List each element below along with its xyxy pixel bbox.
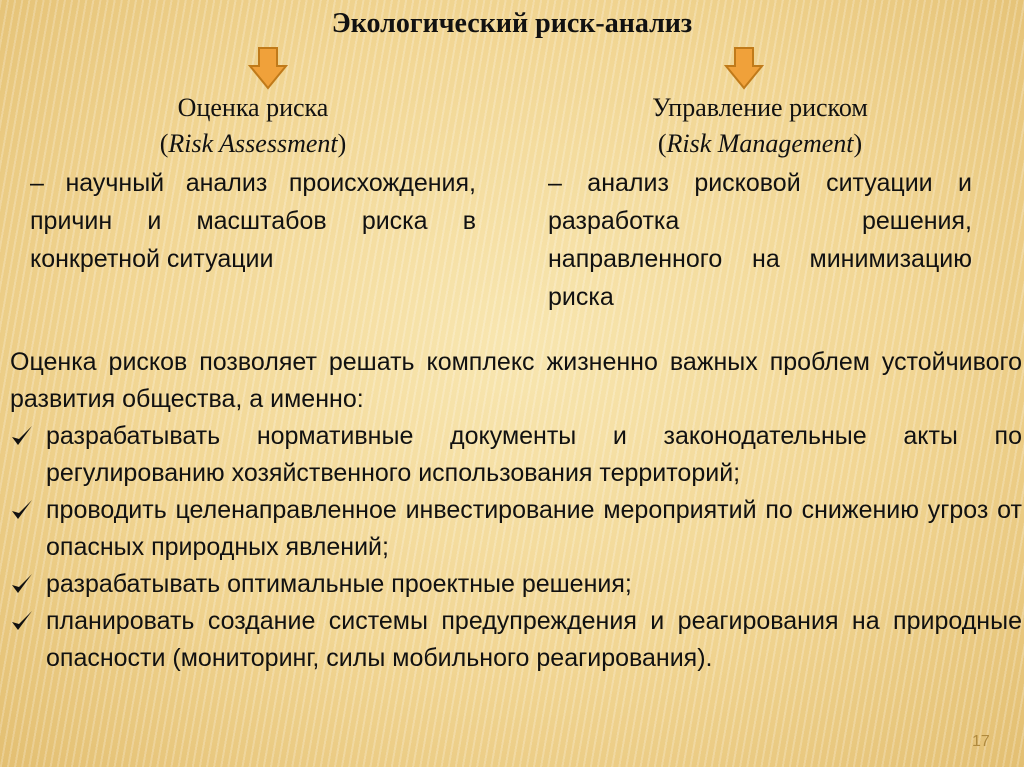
main-text — [10, 344, 1022, 677]
risk-management-column — [548, 90, 972, 316]
list-item: разрабатывать нормативные документы и законодательные акты по регулированию хозяйственного использования территорий; — [10, 418, 1022, 492]
risk-management-definition: – анализ рисковой ситуации и разработка решения, направленного на минимизацию риска — [548, 169, 972, 311]
slide-title: Экологический риск-анализ — [331, 8, 693, 39]
checkmark-icon — [10, 423, 34, 449]
risk-management-subtitle: (Risk Management) — [657, 129, 863, 158]
risk-assessment-definition: – научный анализ происхождения, причин и масштабов риска в конкретной ситуации — [30, 169, 476, 273]
checkmark-icon — [10, 571, 34, 597]
risk-assessment-subtitle: (Risk Assessment) — [159, 129, 347, 158]
list-item: разрабатывать оптимальные проектные решения; — [10, 566, 1022, 603]
risk-assessment-heading: Оценка риска — [177, 93, 329, 122]
bullet-list — [10, 418, 1022, 677]
page-number: 17 — [972, 733, 990, 750]
intro-paragraph: Оценка рисков позволяет решать комплекс жизненно важных проблем устойчивого развития общества, а именно: — [10, 348, 1022, 413]
arrow-down-icon — [248, 46, 288, 90]
checkmark-icon — [10, 497, 34, 523]
arrow-down-icon — [724, 46, 764, 90]
risk-assessment-column — [30, 90, 476, 278]
checkmark-icon — [10, 608, 34, 634]
risk-management-heading: Управление риском — [652, 93, 868, 122]
list-item: проводить целенаправленное инвестирование мероприятий по снижению угроз от опасных природных явлений; — [10, 492, 1022, 566]
list-item: планировать создание системы предупреждения и реагирования на природные опасности (мониторинг, силы мобильного реагирования). — [10, 603, 1022, 677]
